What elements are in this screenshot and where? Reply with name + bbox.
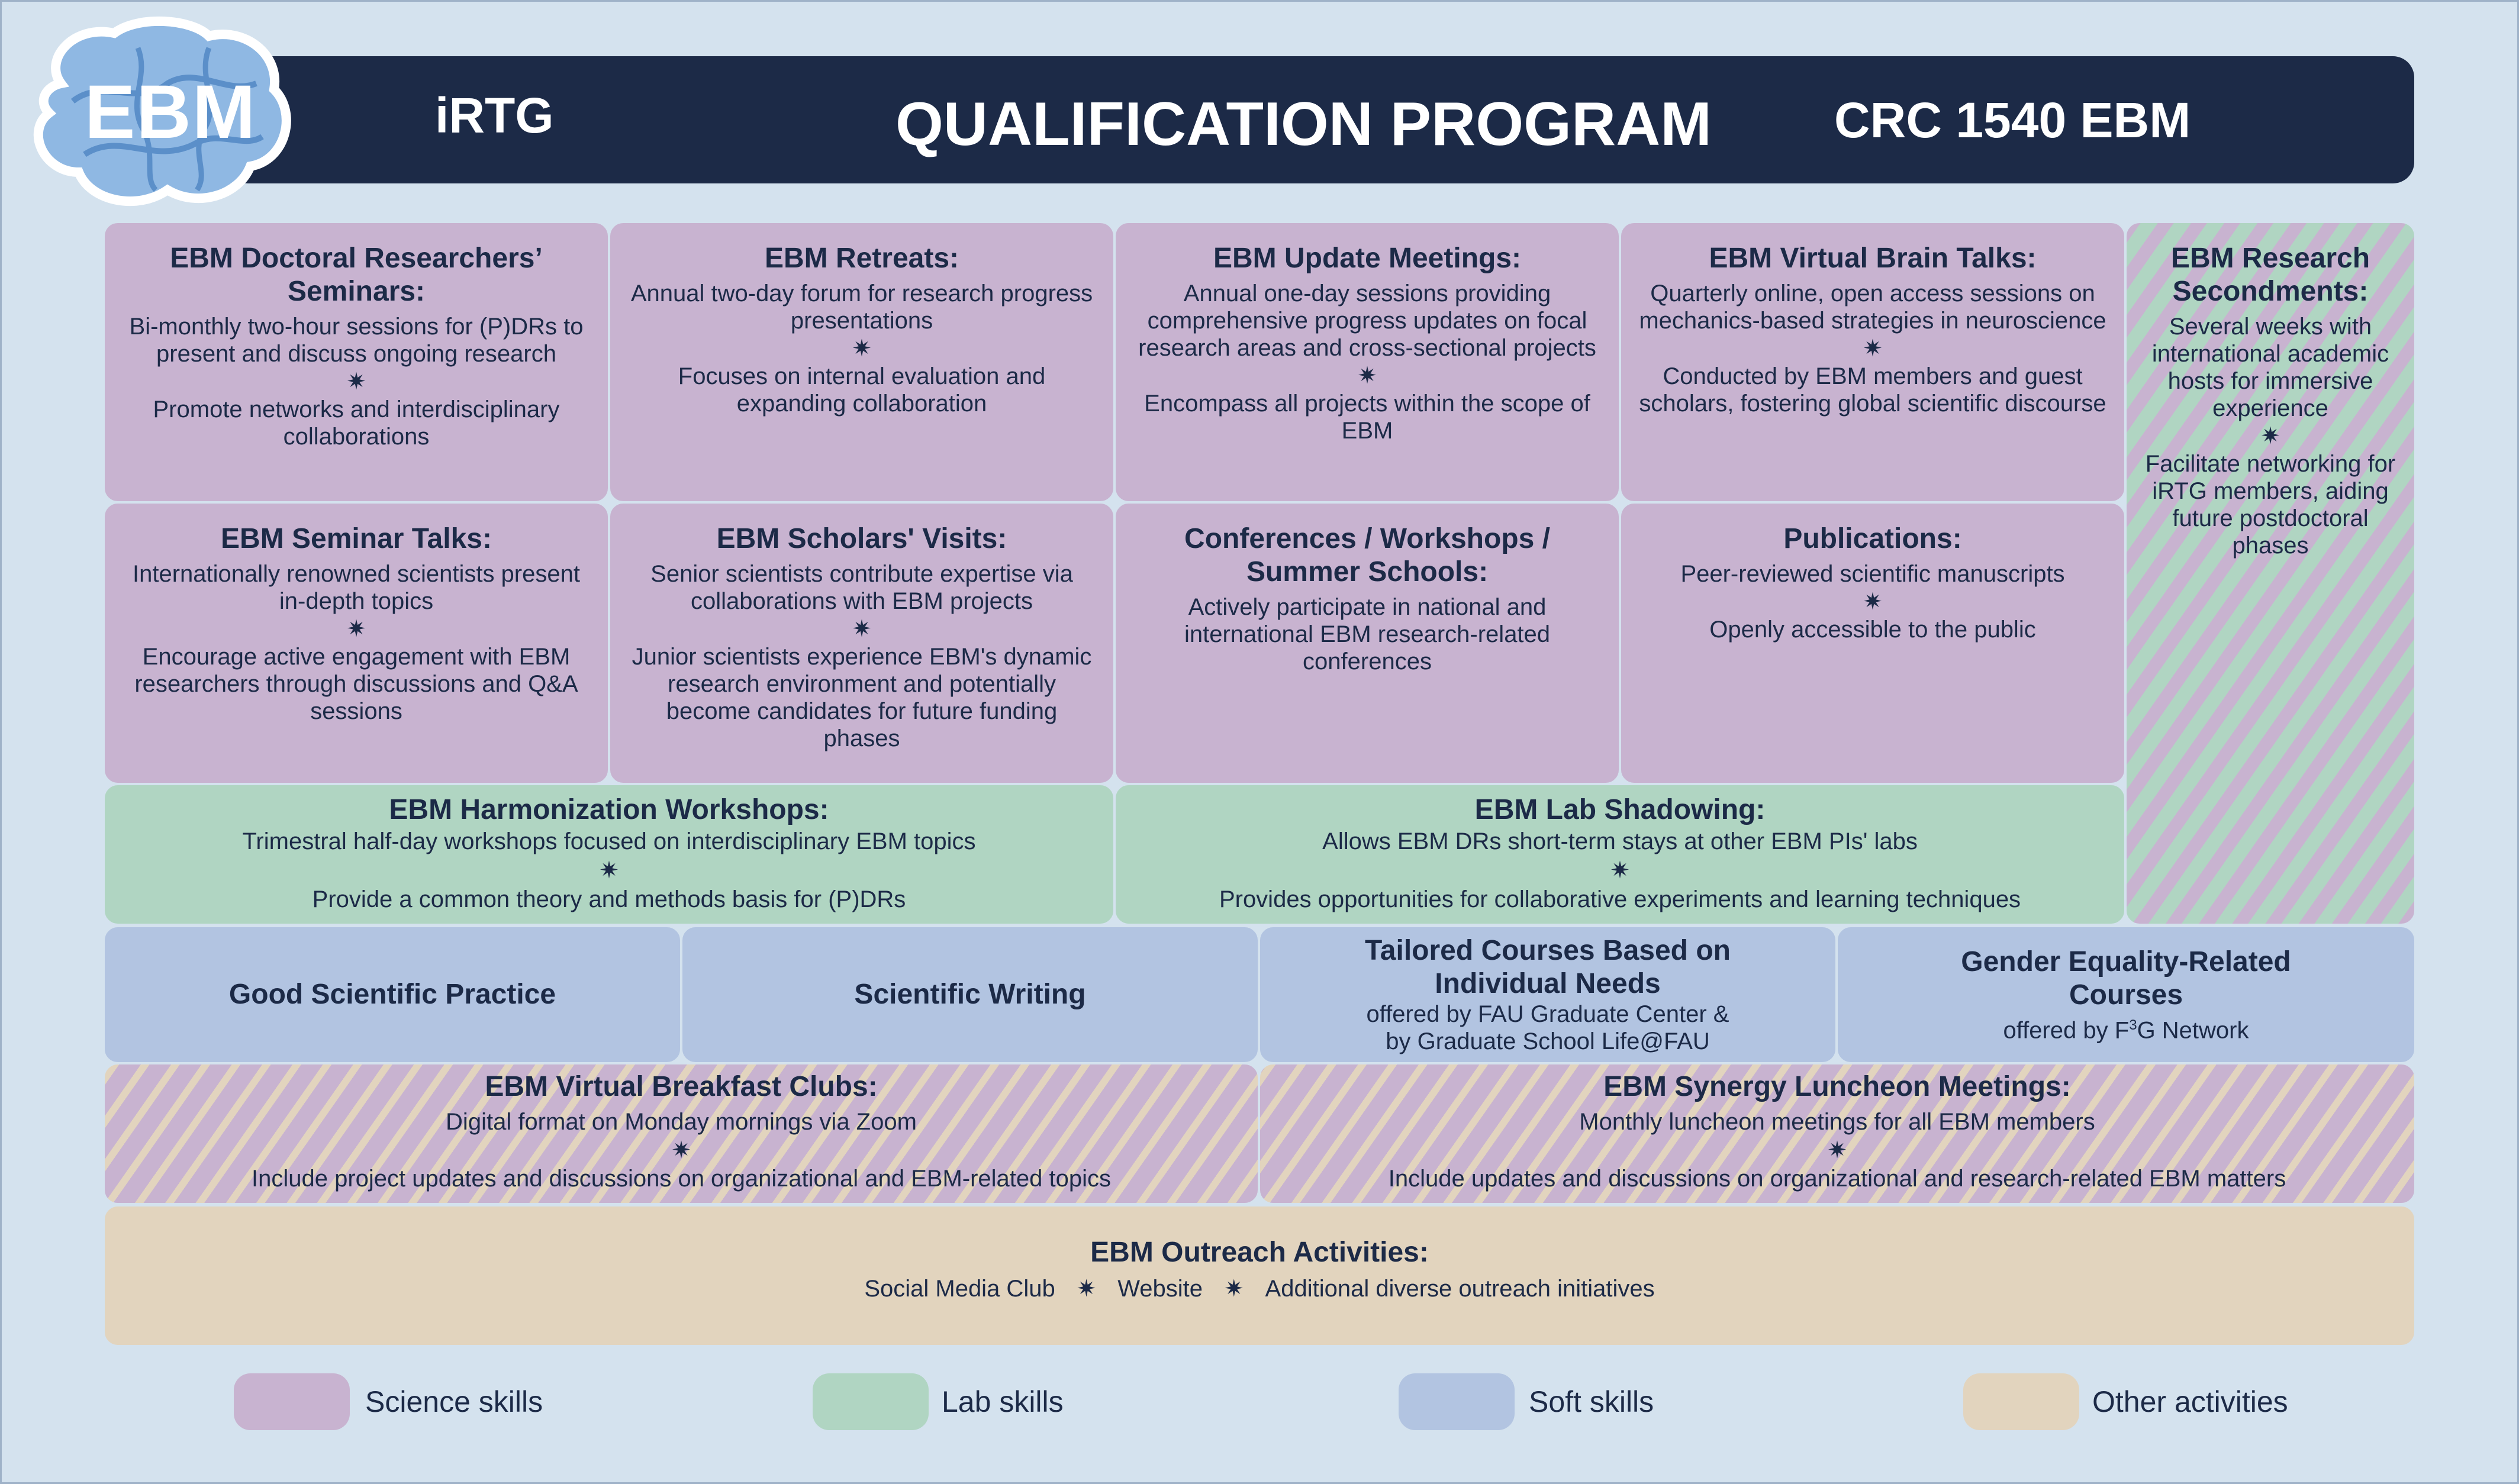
- card-point: Facilitate networking for iRTG members, aiding future postdoctoral phases: [2145, 451, 2396, 559]
- card-good-scientific-practice: [104, 926, 681, 1063]
- star-icon: ✷: [1863, 335, 1883, 362]
- card-title: Gender Equality-Related Courses: [1961, 946, 2291, 1011]
- card-title: Scientific Writing: [854, 979, 1086, 1010]
- card-point: Encourage active engagement with EBM researchers through discussions and Q&A sessions: [134, 644, 578, 724]
- card-point: Encompass all projects within the scope of EBM: [1144, 391, 1590, 444]
- star-icon: ✷: [1827, 1137, 1847, 1163]
- card-point: Quarterly online, open access sessions on mechanics-based strategies in neuroscience: [1639, 280, 2106, 334]
- card-scientific-writing: [681, 926, 1259, 1063]
- card-title: Conferences / Workshops / Summer Schools:: [1184, 523, 1550, 588]
- card-update-meetings: [1114, 222, 1620, 502]
- legend-label-lab: Lab skills: [942, 1385, 1064, 1418]
- star-icon: ✷: [852, 616, 872, 642]
- outreach-item: Additional diverse outreach initiatives: [1265, 1276, 1655, 1302]
- card-title: EBM Synergy Luncheon Meetings:: [1603, 1071, 2071, 1102]
- card-synergy-luncheon: [1259, 1063, 2415, 1204]
- card-point: Annual two-day forum for research progress presentations: [630, 280, 1093, 334]
- star-icon: ✷: [346, 369, 366, 395]
- card-point: Trimestral half-day workshops focused on interdisciplinary EBM topics: [242, 828, 976, 854]
- card-title: EBM Scholars' Visits:: [716, 523, 1007, 554]
- card-point: Conducted by EBM members and guest scholars, fostering global scientific discourse: [1639, 363, 2106, 417]
- card-point: Annual one-day sessions providing comprehensive progress updates on focal research areas and cross-sectional projects: [1138, 280, 1596, 361]
- card-gender-equality: [1837, 926, 2415, 1063]
- legend-label-science: Science skills: [365, 1385, 543, 1418]
- logo-text: EBM: [85, 70, 257, 154]
- card-point: Include project updates and discussions on organizational and EBM-related topics: [252, 1166, 1111, 1192]
- card-virtual-brain-talks: [1620, 222, 2125, 502]
- card-scholars-visits: [609, 502, 1114, 784]
- card-research-secondments: [2125, 222, 2415, 925]
- ebm-logo: [20, 12, 298, 217]
- card-point: Peer-reviewed scientific manuscripts: [1680, 561, 2065, 587]
- legend-swatch-other: [1963, 1373, 2079, 1430]
- card-title: EBM Outreach Activities:: [1090, 1237, 1429, 1268]
- card-point: Provide a common theory and methods basis for (P)DRs: [312, 886, 906, 912]
- card-title: EBM Seminar Talks:: [221, 523, 492, 554]
- card-title: Good Scientific Practice: [228, 979, 556, 1010]
- card-harmonization-workshops: [104, 784, 1114, 925]
- card-virtual-breakfast-clubs: [104, 1063, 1259, 1204]
- outreach-item: Social Media Club: [864, 1276, 1055, 1302]
- star-icon: ✷: [1076, 1276, 1097, 1302]
- legend-label-other: Other activities: [2092, 1385, 2288, 1418]
- card-subtitle: [2003, 1012, 2249, 1044]
- star-icon: ✷: [599, 857, 619, 883]
- card-point: Several weeks with international academic hosts for immersive experience: [2151, 314, 2389, 421]
- outreach-item: Website: [1117, 1276, 1203, 1302]
- star-icon: ✷: [671, 1137, 691, 1163]
- card-title: Tailored Courses Based on Individual Needs: [1365, 935, 1731, 999]
- card-point: Actively participate in national and international EBM research-related conferences: [1184, 594, 1551, 675]
- card-point: Junior scientists experience EBM's dynamic research environment and potentially become candidates for future funding phases: [632, 644, 1092, 751]
- card-title: EBM Doctoral Researchers’ Seminars:: [170, 243, 543, 307]
- card-title: EBM Update Meetings:: [1213, 243, 1522, 274]
- star-icon: ✷: [1610, 857, 1630, 883]
- card-point: Internationally renowned scientists present in-depth topics: [133, 561, 580, 614]
- card-point: Openly accessible to the public: [1709, 617, 2036, 643]
- card-retreats: [609, 222, 1114, 502]
- card-subtitle: offered by FAU Graduate Center &: [1366, 1001, 1729, 1027]
- card-lab-shadowing: [1114, 784, 2125, 925]
- card-conferences: [1114, 502, 1620, 784]
- legend-label-soft: Soft skills: [1529, 1385, 1654, 1418]
- header-left: iRTG: [435, 88, 554, 143]
- outreach-list: [864, 1275, 1654, 1302]
- card-point: Allows EBM DRs short-term stays at other EBM PIs' labs: [1322, 828, 1918, 854]
- subtitle-text: offered by F: [2003, 1017, 2130, 1044]
- card-point: Digital format on Monday mornings via Zoom: [446, 1109, 917, 1135]
- card-point: Promote networks and interdisciplinary collaborations: [153, 396, 560, 450]
- superscript: 3: [2129, 1017, 2137, 1033]
- card-point: Bi-monthly two-hour sessions for (P)DRs to present and discuss ongoing research: [129, 314, 584, 367]
- subtitle-text: G Network: [2137, 1017, 2249, 1044]
- card-title: EBM Harmonization Workshops:: [389, 794, 829, 825]
- header-right: CRC 1540 EBM: [1834, 92, 2191, 148]
- card-subtitle: by Graduate School Life@FAU: [1386, 1028, 1710, 1054]
- header-bar: [227, 56, 2414, 183]
- card-doctoral-seminars: [104, 222, 609, 502]
- card-seminar-talks: [104, 502, 609, 784]
- star-icon: ✷: [852, 335, 872, 362]
- card-outreach: [104, 1205, 2415, 1346]
- star-icon: ✷: [1357, 363, 1377, 389]
- legend-swatch-lab: [813, 1373, 929, 1430]
- star-icon: ✷: [2260, 423, 2280, 449]
- star-icon: ✷: [1863, 589, 1883, 615]
- legend-swatch-soft: [1399, 1373, 1515, 1430]
- card-tailored-courses: [1259, 926, 1837, 1063]
- star-icon: ✷: [1224, 1276, 1244, 1302]
- card-title: Publications:: [1783, 523, 1962, 554]
- card-point: Provides opportunities for collaborative experiments and learning techniques: [1219, 886, 2021, 912]
- card-point: Monthly luncheon meetings for all EBM members: [1579, 1109, 2095, 1135]
- card-point: Senior scientists contribute expertise via collaborations with EBM projects: [650, 561, 1073, 614]
- card-title: EBM Research Secondments:: [2170, 243, 2370, 307]
- card-title: EBM Virtual Breakfast Clubs:: [485, 1071, 878, 1102]
- card-title: EBM Lab Shadowing:: [1474, 794, 1766, 825]
- card-point: Include updates and discussions on organizational and research-related EBM matters: [1388, 1166, 2286, 1192]
- card-point: Focuses on internal evaluation and expanding collaboration: [678, 363, 1046, 417]
- card-publications: [1620, 502, 2125, 784]
- star-icon: ✷: [346, 616, 366, 642]
- page-title: QUALIFICATION PROGRAM: [895, 90, 1712, 159]
- card-title: EBM Retreats:: [764, 243, 959, 274]
- card-title: EBM Virtual Brain Talks:: [1709, 243, 2037, 274]
- legend-swatch-science: [234, 1373, 350, 1430]
